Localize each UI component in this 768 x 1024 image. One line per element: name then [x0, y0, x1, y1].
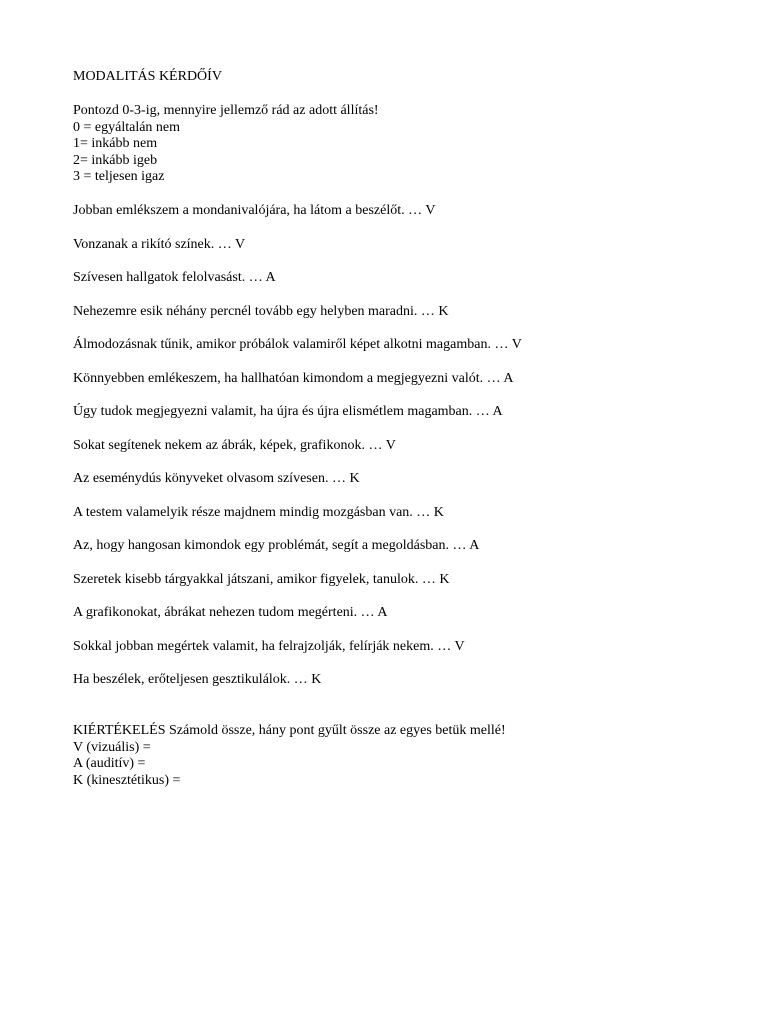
statement-item: Ha beszélek, erőteljesen gesztikulálok. … K	[73, 672, 322, 687]
evaluation-line: V (vizuális) =	[73, 739, 151, 755]
evaluation-line: K (kinesztétikus) =	[73, 772, 181, 788]
statement-item: A grafikonokat, ábrákat nehezen tudom megérteni. … A	[73, 605, 388, 620]
evaluation-block	[73, 723, 506, 789]
statement-item: Könnyebben emlékeszem, ha hallhatóan kimondom a megjegyezni valót. … A	[73, 370, 514, 386]
scale-item: 2= inkább igeb	[73, 152, 158, 168]
statement-list	[73, 203, 522, 706]
statement-item: Sokat segítenek nekem az ábrák, képek, grafikonok. … V	[73, 437, 396, 453]
statement-item: Sokkal jobban megértek valamit, ha felrajzolják, felírják nekem. … V	[73, 638, 465, 654]
statement-item: Úgy tudok megjegyezni valamit, ha újra és újra elismétlem magamban. … A	[73, 404, 503, 419]
statement-item: Az eseménydús könyveket olvasom szívesen. … K	[73, 471, 360, 486]
statement-item: Szeretek kisebb tárgyakkal játszani, amikor figyelek, tanulok. … K	[73, 571, 450, 587]
statement-item: Jobban emlékszem a mondanivalójára, ha látom a beszélőt. … V	[73, 203, 436, 218]
statement-item: Álmodozásnak tűnik, amikor próbálok valamiről képet alkotni magamban. … V	[73, 337, 522, 352]
scale-item: 3 = teljesen igaz	[73, 169, 165, 184]
evaluation-line: A (auditív) =	[73, 756, 146, 771]
statement-item: Nehezemre esik néhány percnél tovább egy helyben maradni. … K	[73, 303, 449, 319]
instructions-block	[73, 103, 379, 186]
scale-item: 1= inkább nem	[73, 136, 158, 151]
evaluation-heading: KIÉRTÉKELÉS Számold össze, hány pont gyűlt össze az egyes betük mellé!	[73, 723, 506, 738]
document-title: MODALITÁS KÉRDŐÍV	[73, 69, 222, 84]
statement-item: Vonzanak a rikító színek. … V	[73, 236, 246, 252]
statement-item: Szívesen hallgatok felolvasást. … A	[73, 270, 276, 285]
scale-item: 0 = egyáltalán nem	[73, 119, 181, 135]
instruction-text: Pontozd 0-3-ig, mennyire jellemző rád az adott állítás!	[73, 103, 379, 118]
statement-item: A testem valamelyik része majdnem mindig mozgásban van. … K	[73, 504, 444, 520]
statement-item: Az, hogy hangosan kimondok egy problémát, segít a megoldásban. … A	[73, 538, 480, 553]
